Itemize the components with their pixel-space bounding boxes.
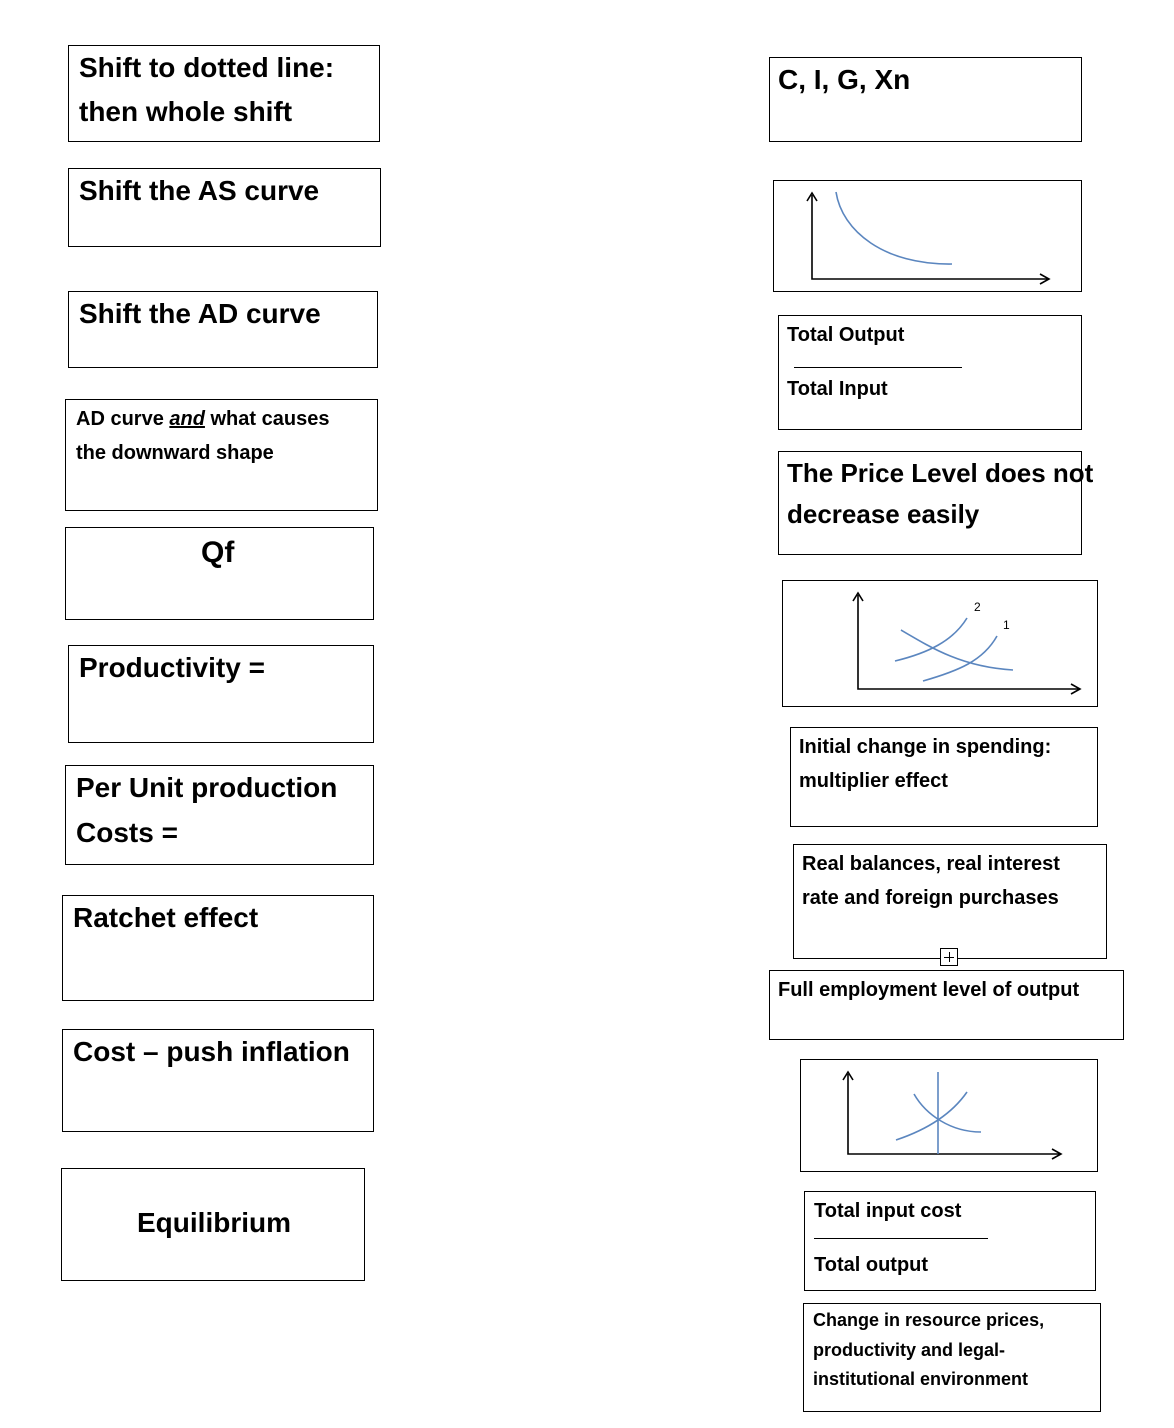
card-cigxn[interactable] [769,57,1082,142]
card-unit-cost-formula[interactable] [804,1191,1096,1291]
card-productivity[interactable] [68,645,374,743]
formula-numerator: Total input cost [814,1200,962,1222]
card-text-line2: the downward shape [76,442,274,464]
card-text: Shift the AS curve [79,175,320,206]
equilibrium-graph-icon [801,1060,1099,1173]
card-text: C, I, G, Xn [778,64,911,95]
card-per-unit-costs[interactable] [65,765,374,865]
card-equilibrium[interactable] [61,1168,365,1281]
card-resource-prices[interactable] [803,1303,1101,1412]
move-handle-icon[interactable] [940,948,958,966]
card-text-line2: multiplier effect [799,770,948,792]
card-text-line1 [76,408,329,431]
card-text-emphasis: and [169,408,205,430]
card-text: Ratchet effect [73,902,259,933]
card-equilibrium-graph[interactable] [800,1059,1098,1172]
ad-curve [836,192,952,264]
as-curve-2 [895,618,967,661]
card-text-line1: Shift to dotted line: [79,52,335,83]
card-text: Shift the AD curve [79,298,321,329]
card-shift-as-curve[interactable] [68,168,381,247]
card-price-level[interactable] [778,451,1094,555]
card-text: Productivity = [79,652,265,683]
card-text-line2: productivity and legal- [813,1340,1006,1360]
curve-label-2: 2 [974,600,981,614]
card-text-post: what causes [204,408,330,430]
downward-curve-graph-icon [774,181,1083,293]
graph-axes [848,1074,1061,1154]
formula-numerator: Total Output [787,324,905,346]
card-text: Cost – push inflation [73,1036,350,1067]
card-text-line3: institutional environment [813,1369,1029,1389]
as-curve-1 [923,636,997,681]
curve-label-1: 1 [1003,618,1010,632]
card-shift-graph[interactable] [782,580,1098,707]
card-text: Equilibrium [137,1207,291,1238]
card-text: Qf [201,536,235,569]
formula-denominator: Total output [814,1254,929,1276]
card-text-line2: rate and foreign purchases [802,887,1059,909]
card-shift-dotted-line[interactable] [68,45,380,142]
fraction-line [814,1238,988,1239]
graph-axes [858,595,1080,689]
graph-axes [812,195,1049,279]
card-ratchet-effect[interactable] [62,895,374,1001]
shifting-curves-graph-icon [783,581,1099,708]
card-cost-push-inflation[interactable] [62,1029,374,1132]
card-text-line1: Real balances, real interest [802,853,1060,875]
card-multiplier[interactable] [790,727,1098,827]
fraction-line [794,367,962,368]
card-real-balances[interactable] [793,844,1107,959]
card-text-pre: AD curve [76,408,170,430]
card-text-line1: The Price Level does not [787,458,1094,488]
formula-denominator: Total Input [787,378,888,400]
card-text-line1: Initial change in spending: [799,736,1052,758]
card-text-line2: then whole shift [79,96,293,127]
as-curve [896,1092,967,1140]
card-qf[interactable] [65,527,374,620]
card-text-line2: Costs = [76,817,178,848]
card-full-employment[interactable] [769,970,1124,1040]
card-text: Full employment level of output [778,979,1080,1001]
card-text-line1: Per Unit production [76,772,338,803]
card-productivity-formula[interactable] [778,315,1082,430]
card-text-line2: decrease easily [787,499,980,529]
card-text-line1: Change in resource prices, [813,1310,1045,1330]
card-ad-curve-graph[interactable] [773,180,1082,292]
card-shift-ad-curve[interactable] [68,291,378,368]
card-ad-curve-downward[interactable] [65,399,378,511]
